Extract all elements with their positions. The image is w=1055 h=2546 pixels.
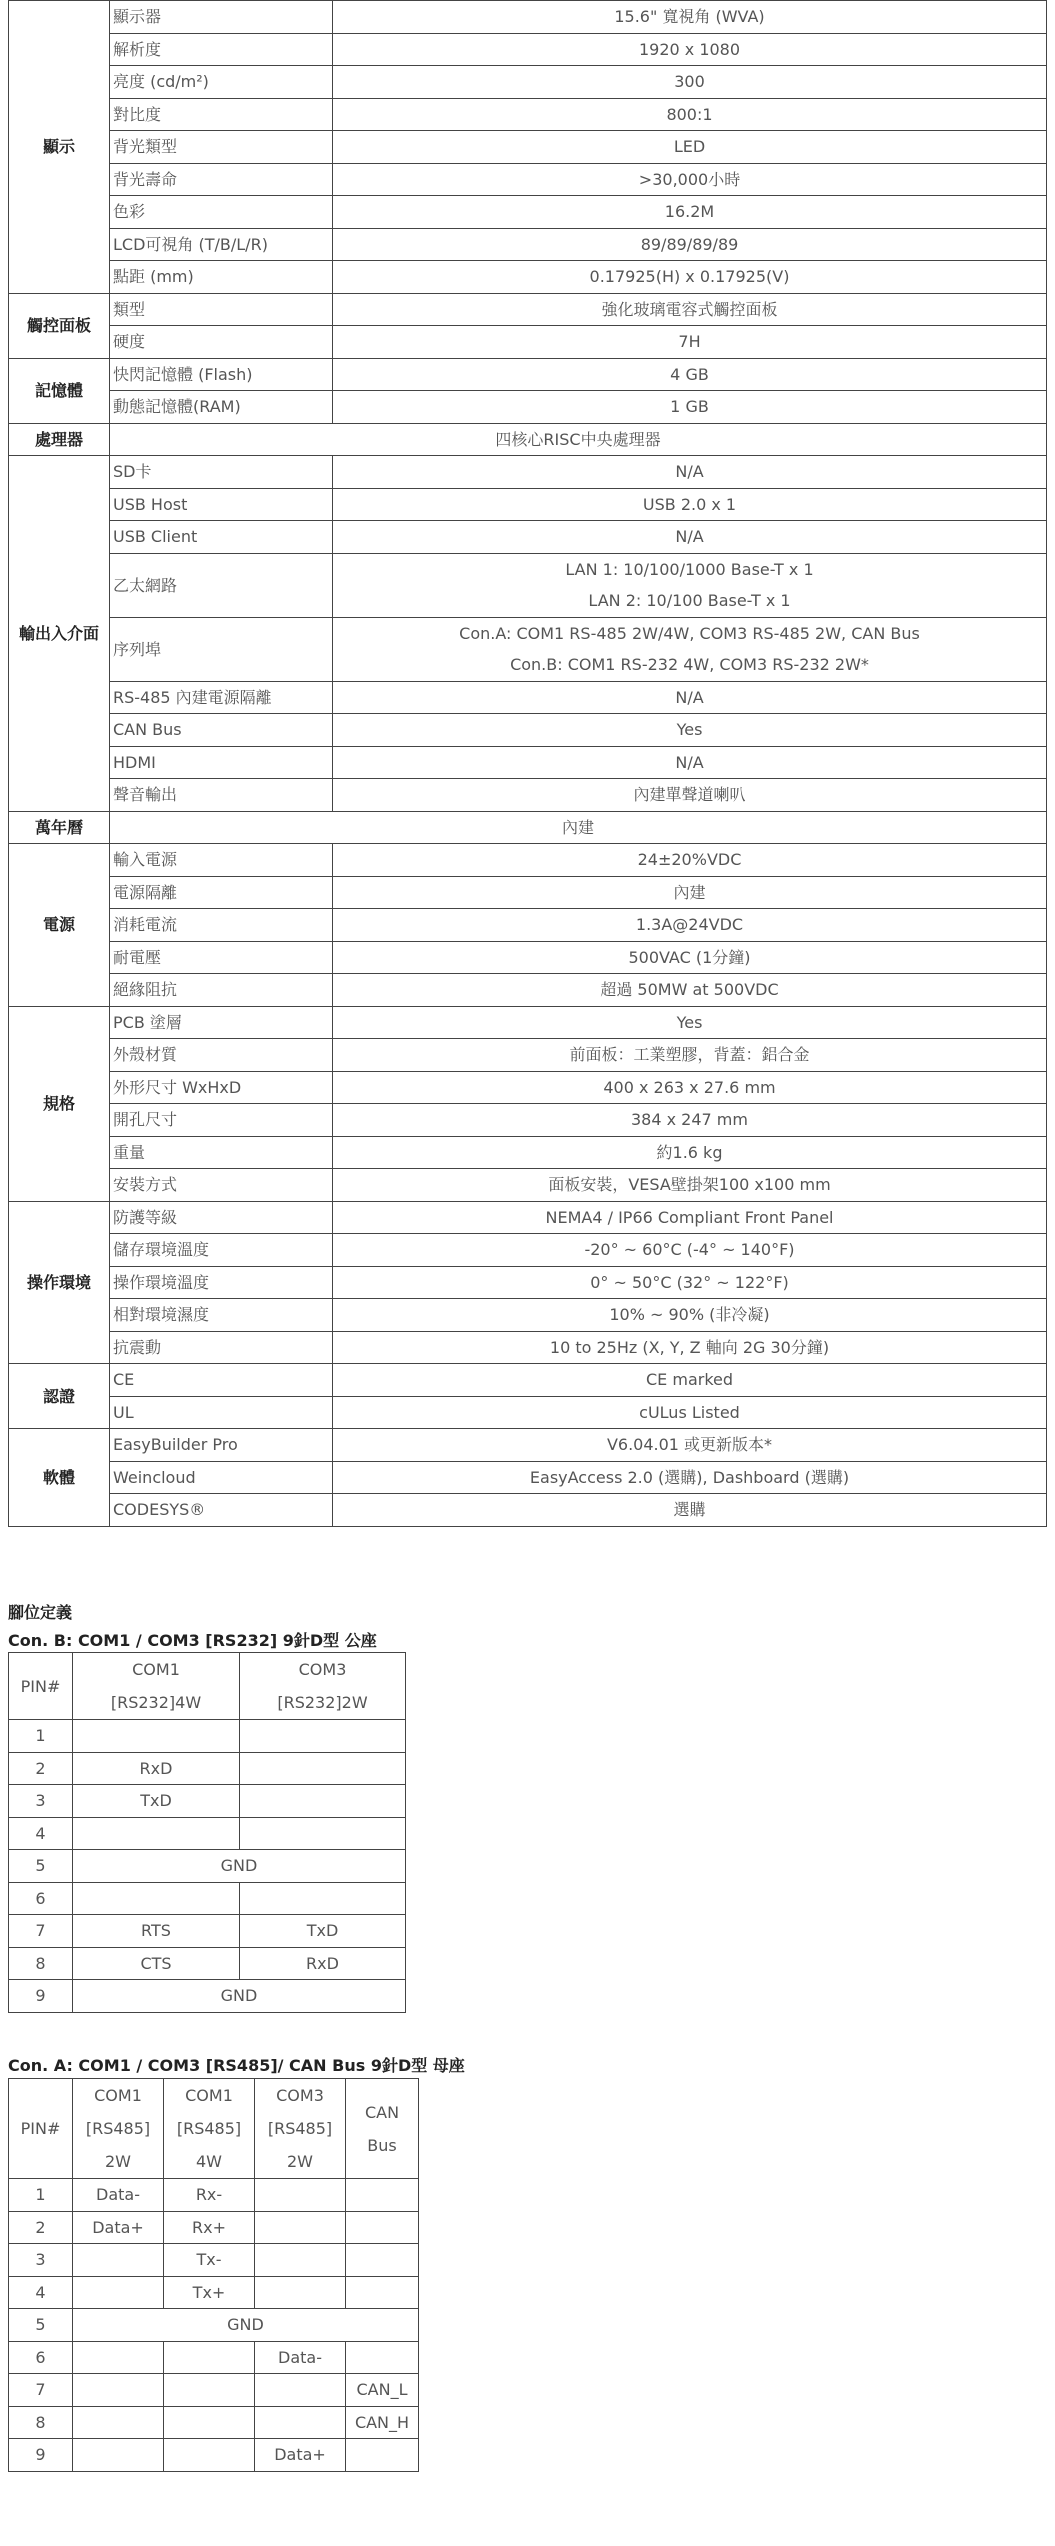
spec-label: 電源隔離 <box>110 876 333 909</box>
spec-value: Yes <box>333 714 1047 747</box>
con_b-cell: TxD <box>240 1915 406 1948</box>
con_b-row <box>9 1980 406 2013</box>
spec-label: CE <box>110 1364 333 1397</box>
spec-category: 規格 <box>9 1006 110 1201</box>
con_a-row <box>9 2406 419 2439</box>
spec-category: 認證 <box>9 1364 110 1429</box>
spec-value: >30,000小時 <box>333 163 1047 196</box>
spec-label: 輸入電源 <box>110 844 333 877</box>
con_b-header-line: [RS232]4W <box>110 1693 202 1712</box>
spec-value: 10% ~ 90% (非冷凝) <box>333 1299 1047 1332</box>
con_b-cell: RxD <box>73 1752 240 1785</box>
con_a-cell <box>164 2341 255 2374</box>
con-a-title: Con. A: COM1 / COM3 [RS485]/ CAN Bus 9針D型 母座 <box>8 2056 465 2075</box>
con_a-row <box>9 2439 419 2472</box>
spec-row <box>9 98 1047 131</box>
spec-label: 外殼材質 <box>110 1039 333 1072</box>
con_a-cell: Rx- <box>164 2179 255 2212</box>
con_a-row <box>9 2179 419 2212</box>
spec-row <box>9 1396 1047 1429</box>
con_b-row <box>9 1850 406 1883</box>
spec-value: cULus Listed <box>333 1396 1047 1429</box>
con_a-row <box>9 2374 419 2407</box>
con_b-cell <box>73 1882 240 1915</box>
con_a-header-line: COM3 <box>276 2086 324 2105</box>
spec-value: Con.A: COM1 RS-485 2W/4W, COM3 RS-485 2W, CAN Bus <box>333 617 1047 649</box>
spec-row <box>9 196 1047 229</box>
con_a-row <box>9 2276 419 2309</box>
con_b-row <box>9 1947 406 1980</box>
con_a-row <box>9 2341 419 2374</box>
spec-row <box>9 553 1047 585</box>
con_b-cell: 8 <box>9 1947 73 1980</box>
spec-label: 重量 <box>110 1136 333 1169</box>
con_a-cell: Tx+ <box>164 2276 255 2309</box>
spec-value: 約1.6 kg <box>333 1136 1047 1169</box>
con_b-cell: 4 <box>9 1817 73 1850</box>
con_a-cell: 3 <box>9 2244 73 2277</box>
spec-row <box>9 617 1047 649</box>
con_a-cell: Data- <box>73 2179 164 2212</box>
spec-label: 解析度 <box>110 33 333 66</box>
con_b-header-row <box>9 1653 406 1720</box>
con_a-cell <box>73 2439 164 2472</box>
spec-value: 1.3A@24VDC <box>333 909 1047 942</box>
con_a-cell: 5 <box>9 2309 73 2342</box>
spec-row <box>9 1461 1047 1494</box>
spec-row <box>9 66 1047 99</box>
con_a-cell <box>346 2341 419 2374</box>
con_b-header-cell <box>240 1653 406 1720</box>
con_b-cell <box>73 1720 240 1753</box>
spec-value: 0.17925(H) x 0.17925(V) <box>333 261 1047 294</box>
con_a-cell: 6 <box>9 2341 73 2374</box>
con_a-header-line: 2W <box>105 2152 131 2171</box>
spec-row <box>9 1364 1047 1397</box>
con_a-header-line: 2W <box>287 2152 313 2171</box>
spec-row <box>9 941 1047 974</box>
con_b-cell: 2 <box>9 1752 73 1785</box>
spec-value: 800:1 <box>333 98 1047 131</box>
spec-row <box>9 909 1047 942</box>
spec-row <box>9 811 1047 844</box>
con_b-header-line: COM1 <box>132 1660 180 1679</box>
spec-value: NEMA4 / IP66 Compliant Front Panel <box>333 1201 1047 1234</box>
spec-label: 外形尺寸 WxHxD <box>110 1071 333 1104</box>
con_a-cell <box>346 2244 419 2277</box>
con_b-row <box>9 1752 406 1785</box>
spec-value: 1920 x 1080 <box>333 33 1047 66</box>
spec-label: 儲存環境溫度 <box>110 1234 333 1267</box>
con_a-cell <box>255 2179 346 2212</box>
spec-label: RS-485 內建電源隔離 <box>110 681 333 714</box>
con_b-header-cell: PIN# <box>9 1653 73 1720</box>
spec-label: CAN Bus <box>110 714 333 747</box>
con_a-cell <box>346 2439 419 2472</box>
spec-label: 絕緣阻抗 <box>110 974 333 1007</box>
spec-row <box>9 163 1047 196</box>
con_a-header-line: [RS485] <box>176 2119 242 2138</box>
spec-row <box>9 391 1047 424</box>
spec-category: 軟體 <box>9 1429 110 1527</box>
spec-value: 內建 <box>110 811 1047 844</box>
spec-category: 記憶體 <box>9 358 110 423</box>
con_a-cell <box>164 2406 255 2439</box>
con_a-cell: CAN_H <box>346 2406 419 2439</box>
spec-label: 顯示器 <box>110 1 333 34</box>
con_a-cell: 7 <box>9 2374 73 2407</box>
con_a-header-cell <box>255 2079 346 2179</box>
spec-row <box>9 779 1047 812</box>
con_b-cell: CTS <box>73 1947 240 1980</box>
spec-row <box>9 456 1047 489</box>
spec-label: PCB 塗層 <box>110 1006 333 1039</box>
spec-value: 24±20%VDC <box>333 844 1047 877</box>
con_a-header-line: COM1 <box>94 2086 142 2105</box>
con_a-cell: Tx- <box>164 2244 255 2277</box>
con_b-cell: 1 <box>9 1720 73 1753</box>
spec-value: 500VAC (1分鐘) <box>333 941 1047 974</box>
spec-label: 色彩 <box>110 196 333 229</box>
con_a-cell <box>255 2406 346 2439</box>
spec-label: LCD可視角 (T/B/L/R) <box>110 228 333 261</box>
con_a-cell <box>164 2439 255 2472</box>
spec-row <box>9 1006 1047 1039</box>
spec-value: 內建 <box>333 876 1047 909</box>
con_b-cell: 9 <box>9 1980 73 2013</box>
con_b-cell <box>240 1752 406 1785</box>
spec-label: 快閃記憶體 (Flash) <box>110 358 333 391</box>
spec-row <box>9 1299 1047 1332</box>
con_a-cell <box>346 2276 419 2309</box>
con_b-cell: GND <box>73 1850 406 1883</box>
spec-label: 硬度 <box>110 326 333 359</box>
con_b-header-line: COM3 <box>298 1660 347 1679</box>
spec-category: 輸出入介面 <box>9 456 110 812</box>
spec-label: 安裝方式 <box>110 1169 333 1202</box>
spec-category: 操作環境 <box>9 1201 110 1364</box>
spec-value: 384 x 247 mm <box>333 1104 1047 1137</box>
con_a-header-cell <box>346 2079 419 2179</box>
spec-label: EasyBuilder Pro <box>110 1429 333 1462</box>
con_b-cell: 6 <box>9 1882 73 1915</box>
spec-row <box>9 1201 1047 1234</box>
con-b-pin-table <box>8 1652 406 2013</box>
spec-row <box>9 358 1047 391</box>
con_a-cell: 1 <box>9 2179 73 2212</box>
con_a-cell: 8 <box>9 2406 73 2439</box>
spec-value: N/A <box>333 746 1047 779</box>
spec-row <box>9 521 1047 554</box>
spec-label: UL <box>110 1396 333 1429</box>
con_b-row <box>9 1882 406 1915</box>
con_a-header-cell <box>164 2079 255 2179</box>
spec-value: 強化玻璃電容式觸控面板 <box>333 293 1047 326</box>
con_b-cell: GND <box>73 1980 406 2013</box>
spec-label: USB Client <box>110 521 333 554</box>
spec-value: 10 to 25Hz (X, Y, Z 軸向 2G 30分鐘) <box>333 1331 1047 1364</box>
con_a-cell: GND <box>73 2309 419 2342</box>
con_a-header-line: Bus <box>367 2135 397 2155</box>
con_a-header-cell <box>73 2079 164 2179</box>
con_a-cell <box>255 2374 346 2407</box>
con_a-cell: Data+ <box>73 2211 164 2244</box>
con_a-row <box>9 2309 419 2342</box>
con_a-cell <box>73 2244 164 2277</box>
spec-category: 萬年曆 <box>9 811 110 844</box>
spec-value: 89/89/89/89 <box>333 228 1047 261</box>
spec-row <box>9 1 1047 34</box>
con_a-cell: CAN_L <box>346 2374 419 2407</box>
spec-value: -20° ~ 60°C (-4° ~ 140°F) <box>333 1234 1047 1267</box>
con_a-cell <box>255 2276 346 2309</box>
spec-row <box>9 1266 1047 1299</box>
spec-row <box>9 488 1047 521</box>
spec-row <box>9 1039 1047 1072</box>
con_a-cell <box>73 2406 164 2439</box>
spec-label: 序列埠 <box>110 617 333 681</box>
con_a-cell: Data- <box>255 2341 346 2374</box>
spec-label: 聲音輸出 <box>110 779 333 812</box>
spec-label: CODESYS® <box>110 1494 333 1527</box>
con_b-header-line: [RS232]2W <box>277 1693 368 1712</box>
con_a-cell: 2 <box>9 2211 73 2244</box>
spec-label: 動態記憶體(RAM) <box>110 391 333 424</box>
spec-label: 相對環境濕度 <box>110 1299 333 1332</box>
con_a-cell <box>255 2211 346 2244</box>
spec-value: 16.2M <box>333 196 1047 229</box>
con_a-cell <box>346 2211 419 2244</box>
spec-row <box>9 326 1047 359</box>
spec-value: N/A <box>333 521 1047 554</box>
spec-row <box>9 746 1047 779</box>
spec-label: 背光類型 <box>110 131 333 164</box>
con_b-cell <box>240 1720 406 1753</box>
con_a-cell <box>164 2374 255 2407</box>
spec-row <box>9 844 1047 877</box>
spec-value: 前面板：工業塑膠，背蓋：鋁合金 <box>333 1039 1047 1072</box>
spec-value: Con.B: COM1 RS-232 4W, COM3 RS-232 2W* <box>333 649 1047 681</box>
spec-value: Yes <box>333 1006 1047 1039</box>
spec-label: Weincloud <box>110 1461 333 1494</box>
con_b-header-cell <box>73 1653 240 1720</box>
spec-value: 0° ~ 50°C (32° ~ 122°F) <box>333 1266 1047 1299</box>
con_b-cell: TxD <box>73 1785 240 1818</box>
spec-value: 7H <box>333 326 1047 359</box>
spec-label: 操作環境溫度 <box>110 1266 333 1299</box>
spec-row <box>9 714 1047 747</box>
spec-category: 顯示 <box>9 1 110 294</box>
con_b-cell: RTS <box>73 1915 240 1948</box>
spec-row <box>9 131 1047 164</box>
spec-value: 400 x 263 x 27.6 mm <box>333 1071 1047 1104</box>
spec-label: 防護等級 <box>110 1201 333 1234</box>
spec-row <box>9 974 1047 1007</box>
spec-value: 選購 <box>333 1494 1047 1527</box>
con_a-header-line: [RS485] <box>85 2119 151 2138</box>
spec-value: LED <box>333 131 1047 164</box>
con_a-header-line: CAN <box>364 2102 400 2122</box>
spec-value: 內建單聲道喇叭 <box>333 779 1047 812</box>
spec-value: 面板安裝，VESA壁掛架100 x100 mm <box>333 1169 1047 1202</box>
con_a-cell <box>73 2341 164 2374</box>
spec-value: V6.04.01 或更新版本* <box>333 1429 1047 1462</box>
spec-row <box>9 1169 1047 1202</box>
con_a-row <box>9 2244 419 2277</box>
spec-label: 背光壽命 <box>110 163 333 196</box>
spec-row <box>9 1136 1047 1169</box>
spec-label: 點距 (mm) <box>110 261 333 294</box>
con_a-header-cell: PIN# <box>9 2079 73 2179</box>
con_a-row <box>9 2211 419 2244</box>
spec-value: 15.6" 寬視角 (WVA) <box>333 1 1047 34</box>
con_b-cell <box>240 1785 406 1818</box>
spec-label: 類型 <box>110 293 333 326</box>
spec-row <box>9 876 1047 909</box>
con_a-cell <box>73 2276 164 2309</box>
spec-value: 四核心RISC中央處理器 <box>110 423 1047 456</box>
con_b-row <box>9 1817 406 1850</box>
con_b-row <box>9 1785 406 1818</box>
spec-value: LAN 2: 10/100 Base-T x 1 <box>333 585 1047 617</box>
spec-row <box>9 293 1047 326</box>
spec-row <box>9 1104 1047 1137</box>
spec-row <box>9 1234 1047 1267</box>
spec-value: 4 GB <box>333 358 1047 391</box>
spec-row <box>9 1071 1047 1104</box>
con_a-cell: 4 <box>9 2276 73 2309</box>
spec-category: 處理器 <box>9 423 110 456</box>
spec-label: 亮度 (cd/m²) <box>110 66 333 99</box>
con_a-cell <box>73 2374 164 2407</box>
spec-value: EasyAccess 2.0 (選購), Dashboard (選購) <box>333 1461 1047 1494</box>
con_b-row <box>9 1720 406 1753</box>
spec-label: 耐電壓 <box>110 941 333 974</box>
con_a-header-line: [RS485] <box>267 2119 333 2138</box>
spec-value: 超過 50MW at 500VDC <box>333 974 1047 1007</box>
spec-value: 1 GB <box>333 391 1047 424</box>
con_a-header-row <box>9 2079 419 2179</box>
spec-label: SD卡 <box>110 456 333 489</box>
con_b-cell: 7 <box>9 1915 73 1948</box>
con_b-cell: 3 <box>9 1785 73 1818</box>
con_a-header-line: 4W <box>196 2152 222 2171</box>
spec-row <box>9 33 1047 66</box>
spec-row <box>9 228 1047 261</box>
spec-row <box>9 1331 1047 1364</box>
con-a-pin-table <box>8 2078 419 2472</box>
spec-row <box>9 261 1047 294</box>
con_b-cell <box>240 1882 406 1915</box>
con_a-cell: Data+ <box>255 2439 346 2472</box>
spec-label: 開孔尺寸 <box>110 1104 333 1137</box>
spec-label: HDMI <box>110 746 333 779</box>
spec-category: 觸控面板 <box>9 293 110 358</box>
spec-value: N/A <box>333 456 1047 489</box>
spec-label: 乙太網路 <box>110 553 333 617</box>
spec-row <box>9 1494 1047 1527</box>
spec-table <box>8 0 1047 1527</box>
con_a-header-line: COM1 <box>185 2086 233 2105</box>
con_b-cell <box>73 1817 240 1850</box>
spec-row <box>9 423 1047 456</box>
spec-label: 抗震動 <box>110 1331 333 1364</box>
spec-row <box>9 681 1047 714</box>
con_b-row <box>9 1915 406 1948</box>
spec-category: 電源 <box>9 844 110 1007</box>
spec-row <box>9 1429 1047 1462</box>
con_b-cell: RxD <box>240 1947 406 1980</box>
spec-value: USB 2.0 x 1 <box>333 488 1047 521</box>
spec-value: CE marked <box>333 1364 1047 1397</box>
spec-value: 300 <box>333 66 1047 99</box>
spec-label: 消耗電流 <box>110 909 333 942</box>
spec-value: N/A <box>333 681 1047 714</box>
con_b-cell: 5 <box>9 1850 73 1883</box>
con_a-cell: Rx+ <box>164 2211 255 2244</box>
con_a-cell <box>346 2179 419 2212</box>
con_b-cell <box>240 1817 406 1850</box>
pin-section-title: 腳位定義 <box>8 1603 73 1622</box>
spec-label: USB Host <box>110 488 333 521</box>
con-b-title: Con. B: COM1 / COM3 [RS232] 9針D型 公座 <box>8 1631 377 1650</box>
spec-value: LAN 1: 10/100/1000 Base-T x 1 <box>333 553 1047 585</box>
spec-label: 對比度 <box>110 98 333 131</box>
con_a-cell: 9 <box>9 2439 73 2472</box>
con_a-cell <box>255 2244 346 2277</box>
